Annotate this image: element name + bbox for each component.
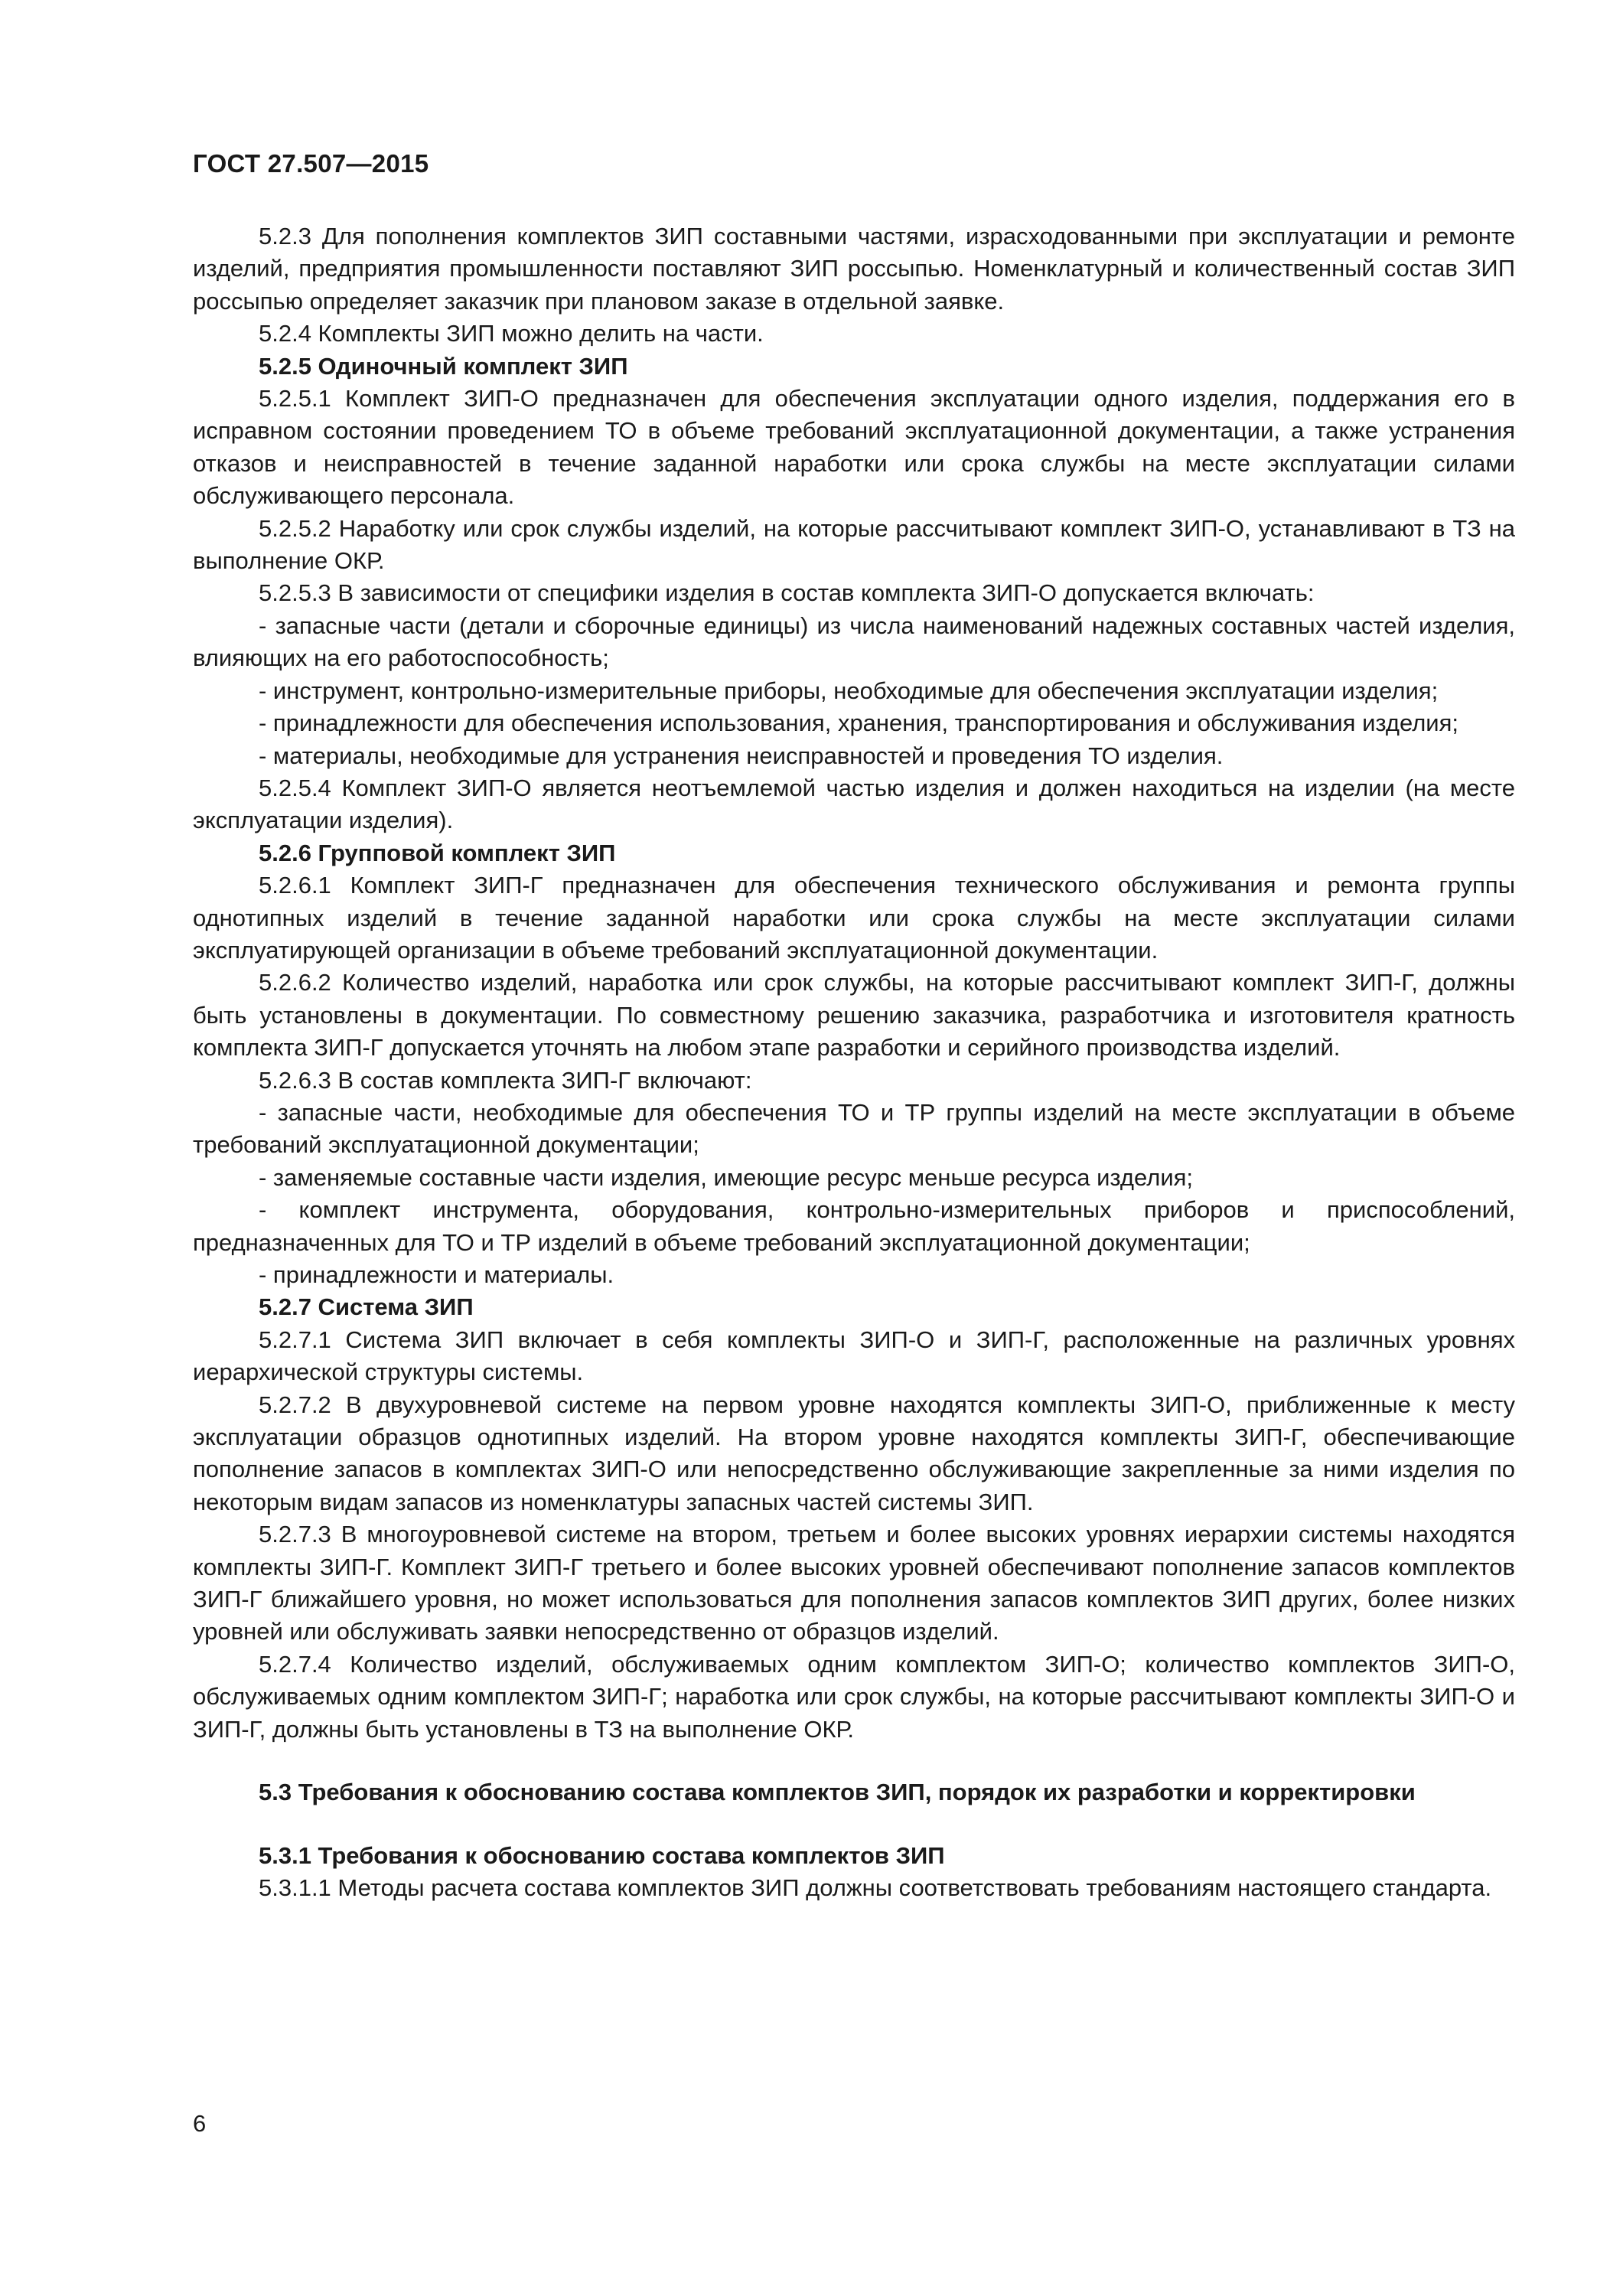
paragraph-5-2-5-1: 5.2.5.1 Комплект ЗИП-О предназначен для обеспечения эксплуатации одного изделия, поддержания его в исправном состоянии проведением ТО в объеме требований эксплуатационной документации, а также устранения отказов и неисправностей в течение заданной наработки или срока службы на месте эксплуатации силами обслуживающего персонала. — [193, 385, 1515, 510]
paragraph-5-2-6-3: 5.2.6.3 В состав комплекта ЗИП-Г включают: — [259, 1066, 752, 1094]
paragraph-5-2-6-1: 5.2.6.1 Комплект ЗИП-Г предназначен для обеспечения технического обслуживания и ремонта группы однотипных изделий в течение заданной наработки или срока службы на месте эксплуатации силами эксплуатирующей организации в объеме требований эксплуатационной документации. — [193, 872, 1515, 964]
paragraph-5-2-4: 5.2.4 Комплекты ЗИП можно делить на части. — [259, 320, 764, 347]
paragraph-5-3-1-1: 5.3.1.1 Методы расчета состава комплектов ЗИП должны соответствовать требованиям настоящего стандарта. — [259, 1874, 1492, 1901]
section-heading-5-2-5: 5.2.5 Одиночный комплект ЗИП — [259, 352, 628, 380]
paragraph-5-2-3: 5.2.3 Для пополнения комплектов ЗИП составными частями, израсходованными при эксплуатации и ремонте изделий, предприятия промышленности поставляют ЗИП россыпью. Номенклатурный и количественный состав ЗИП россыпью определяет заказчик при плановом заказе в отдельной заявке. — [193, 223, 1515, 315]
paragraph-5-2-5-3: 5.2.5.3 В зависимости от специфики изделия в состав комплекта ЗИП-О допускается включать: — [259, 579, 1315, 607]
list-item: - материалы, необходимые для устранения неисправностей и проведения ТО изделия. — [259, 742, 1224, 769]
paragraph-5-2-7-2: 5.2.7.2 В двухуровневой системе на первом уровне находятся комплекты ЗИП-О, приближенные к месту эксплуатации образцов однотипных изделий. На втором уровне находятся комплекты ЗИП-Г, обеспечивающие пополнение запасов в комплектах ЗИП-О или непосредственно обслуживающие закрепленные за ними изделия по некоторым видам запасов из номенклатуры запасных частей системы ЗИП. — [193, 1391, 1515, 1515]
section-heading-5-2-7: 5.2.7 Система ЗИП — [259, 1293, 474, 1321]
paragraph-5-2-7-4: 5.2.7.4 Количество изделий, обслуживаемых одним комплектом ЗИП-О; количество комплектов ЗИП-О, обслуживаемых одним комплектом ЗИП-Г; наработка или срок службы, на которые рассчитывают комплекты ЗИП-О и ЗИП-Г, должны быть установлены в ТЗ на выполнение ОКР. — [193, 1650, 1515, 1743]
list-item: - запасные части, необходимые для обеспечения ТО и ТР группы изделий на месте эксплуатации в объеме требований эксплуатационной документации; — [193, 1098, 1515, 1159]
page-number: 6 — [193, 2110, 207, 2137]
section-heading-5-3: 5.3 Требования к обоснованию состава комплектов ЗИП, порядок их разработки и корректировки — [259, 1779, 1416, 1806]
list-item: - заменяемые составные части изделия, имеющие ресурс меньше ресурса изделия; — [259, 1163, 1194, 1191]
document-body — [193, 220, 1515, 1904]
list-item: - запасные части (детали и сборочные единицы) из числа наименований надежных составных частей изделия, влияющих на его работоспособность; — [193, 612, 1515, 672]
paragraph-5-2-5-4: 5.2.5.4 Комплект ЗИП-О является неотъемлемой частью изделия и должен находиться на изделии (на месте эксплуатации изделия). — [193, 774, 1515, 834]
list-item: - комплект инструмента, оборудования, контрольно-измерительных приборов и приспособлений, предназначенных для ТО и ТР изделий в объеме требований эксплуатационной документации; — [193, 1196, 1515, 1256]
list-item: - инструмент, контрольно-измерительные приборы, необходимые для обеспечения эксплуатации изделия; — [259, 677, 1439, 704]
paragraph-5-2-5-2: 5.2.5.2 Наработку или срок службы изделий, на которые рассчитывают комплект ЗИП-О, устанавливают в ТЗ на выполнение ОКР. — [193, 514, 1515, 575]
list-item: - принадлежности для обеспечения использования, хранения, транспортирования и обслуживания изделия; — [259, 709, 1459, 737]
section-heading-5-2-6: 5.2.6 Групповой комплект ЗИП — [259, 839, 616, 866]
paragraph-5-2-7-3: 5.2.7.3 В многоуровневой системе на втором, третьем и более высоких уровнях иерархии системы находятся комплекты ЗИП-Г. Комплект ЗИП-Г третьего и более высоких уровней обеспечивают пополнение запасов комплектов ЗИП-Г ближайшего уровня, но может использоваться для пополнения запасов комплектов ЗИП других, более низких уровней или обслуживать заявки непосредственно от образцов изделий. — [193, 1521, 1515, 1645]
paragraph-5-2-6-2: 5.2.6.2 Количество изделий, наработка или срок службы, на которые рассчитывают комплект ЗИП-Г, должны быть установлены в документации. По совместному решению заказчика, разработчика и изготовителя кратность комплекта ЗИП-Г допускается уточнять на любом этапе разработки и серийного производства изделий. — [193, 969, 1515, 1062]
document-header: ГОСТ 27.507—2015 — [193, 149, 429, 178]
paragraph-5-2-7-1: 5.2.7.1 Система ЗИП включает в себя комплекты ЗИП-О и ЗИП-Г, расположенные на различных уровнях иерархической структуры системы. — [193, 1326, 1515, 1386]
list-item: - принадлежности и материалы. — [259, 1261, 614, 1288]
section-heading-5-3-1: 5.3.1 Требования к обоснованию состава комплектов ЗИП — [259, 1841, 945, 1869]
